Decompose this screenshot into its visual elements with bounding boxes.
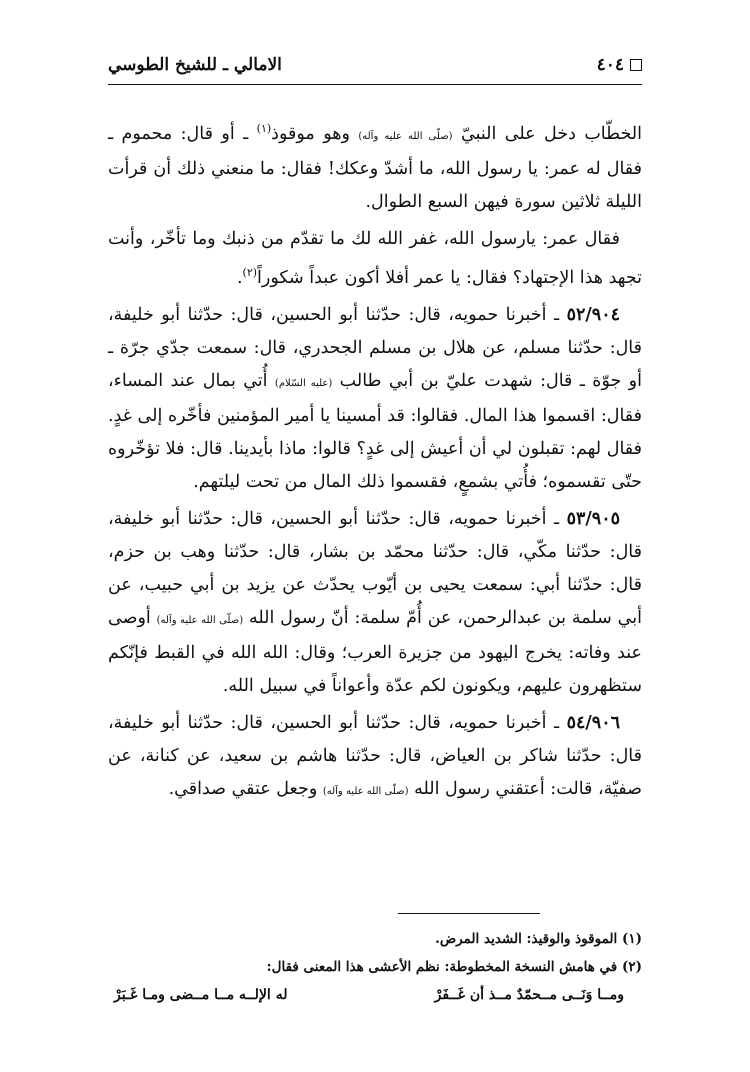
hadith-number: ٥٢/٩٠٤: [566, 304, 620, 325]
p1-text-start: الخطّاب دخل على النبيّ: [461, 123, 642, 144]
page-number-group: [597, 55, 642, 75]
p1-text-mid: وهو موقوذ: [271, 123, 359, 144]
verse-hemistich-first: ومــا وَنَــى مــحمّدٌ مــذ أن غَــفَرْ: [434, 987, 624, 1003]
main-text: [108, 112, 642, 812]
footnote-ref-2[interactable]: (٢): [242, 265, 258, 279]
salawat-mark: (صلّى الله عليه وآله): [322, 785, 409, 797]
salawat-mark: (عليه السّلام): [274, 377, 333, 389]
p2-text: فقال عمر: يارسول الله، غفر الله لك ما تقدّم من ذنبك وما تأخّر، وأنت تجهد هذا الإجتهاد؟ فقال: يا عمر أفلا أكون عبداً شكوراً: [108, 228, 642, 288]
footnote-divider: [398, 913, 540, 914]
footnote-1: (١) الموقوذ والوقيذ: الشديد المرض.: [435, 931, 642, 947]
header-rule: [108, 84, 642, 85]
page-box-icon: [630, 59, 642, 71]
footnotes: [108, 925, 642, 1009]
hadith-number: ٥٤/٩٠٦: [566, 712, 620, 733]
hadith-text: أوصى عند وفاته: يخرج اليهود من جزيرة العرب؛ وقال: الله الله في القبط فإنّكم ستظهرون عليهم، ويكونون لكم عدّة وأعواناً في سبيل الله.: [108, 607, 642, 696]
book-title: الامالي ـ للشيخ الطوسي: [108, 55, 282, 75]
verse-hemistich-second: له الإلــه مــا مــضى ومـا غَـبَرْ: [114, 987, 288, 1003]
hadith-text: وجعل عتقي صداقي.: [168, 778, 323, 799]
hadith-54: [108, 707, 642, 808]
salawat-mark: (صلّى الله عليه وآله): [358, 130, 453, 142]
hadith-text: أُتي بمال عند المساء، فقال: اقسموا هذا المال. فقالوا: قد أمسينا يا أمير المؤمنين فأخّره إلى غدٍ. فقال لهم: تقبلون لي أن أعيش إلى غدٍ؟ قالوا: ماذا بأيدينا. قال: فلا تؤخّروه حتّى تقسموه؛ فأُتي بشمعٍ، فقسموا ذلك المال من تحت ليلتهم.: [108, 370, 642, 492]
paragraph-2: [108, 223, 642, 295]
hadith-text: ـ أخبرنا حمويه، قال: حدّثنا أبو الحسين، قال: حدّثنا أبو خليفة، قال: حدّثنا شاكر بن العياض، قال: حدّثنا هاشم بن سعيد، عن كنانة، عن صفيّة، قالت: أعتقني رسول الله: [108, 712, 642, 799]
footnote-2: (٢) في هامش النسخة المخطوطة: نظم الأعشى هذا المعنى فقال:: [266, 959, 642, 975]
hadith-text: ـ أخبرنا حمويه، قال: حدّثنا أبو الحسين، قال: حدّثنا أبو خليفة، قال: حدّثنا مسلم، عن هلال بن مسلم الجحدري، قال: سمعت جدّي جرّة ـ أو جوّة ـ قال: شهدت عليّ بن أبي طالب: [108, 304, 642, 391]
hadith-text: ـ أخبرنا حمويه، قال: حدّثنا أبو الحسين، قال: حدّثنا أبو خليفة، قال: حدّثنا مكّي، قال: حدّثنا محمّد بن بشار، قال: حدّثنا وهب بن حزم، قال: حدّثنا أبي: سمعت يحيى بن أيّوب يحدّث عن يزيد بن أبي حبيب، عن أبي سلمة بن عبدالرحمن، عن أُمّ سلمة: أنّ رسول الله: [108, 508, 642, 628]
poem-verse: [108, 981, 642, 1009]
hadith-52: [108, 299, 642, 499]
page-number: ٤٠٤: [596, 55, 624, 75]
salawat-mark: (صلّى الله عليه وآله): [156, 614, 244, 626]
paragraph-1: [108, 112, 642, 219]
footnote-ref-1[interactable]: (١): [256, 122, 272, 135]
p1-text-end: ـ أو قال: محموم ـ فقال له عمر: يا رسول الله، ما أشدّ وعكك! فقال: ما منعني ذلك أن قرأت الليلة ثلاثين سورة فيهن السبع الطوال.: [108, 123, 642, 212]
hadith-number: ٥٣/٩٠٥: [566, 508, 620, 529]
p2-end: .: [236, 267, 243, 288]
hadith-53: [108, 503, 642, 703]
page-header: [108, 50, 642, 80]
